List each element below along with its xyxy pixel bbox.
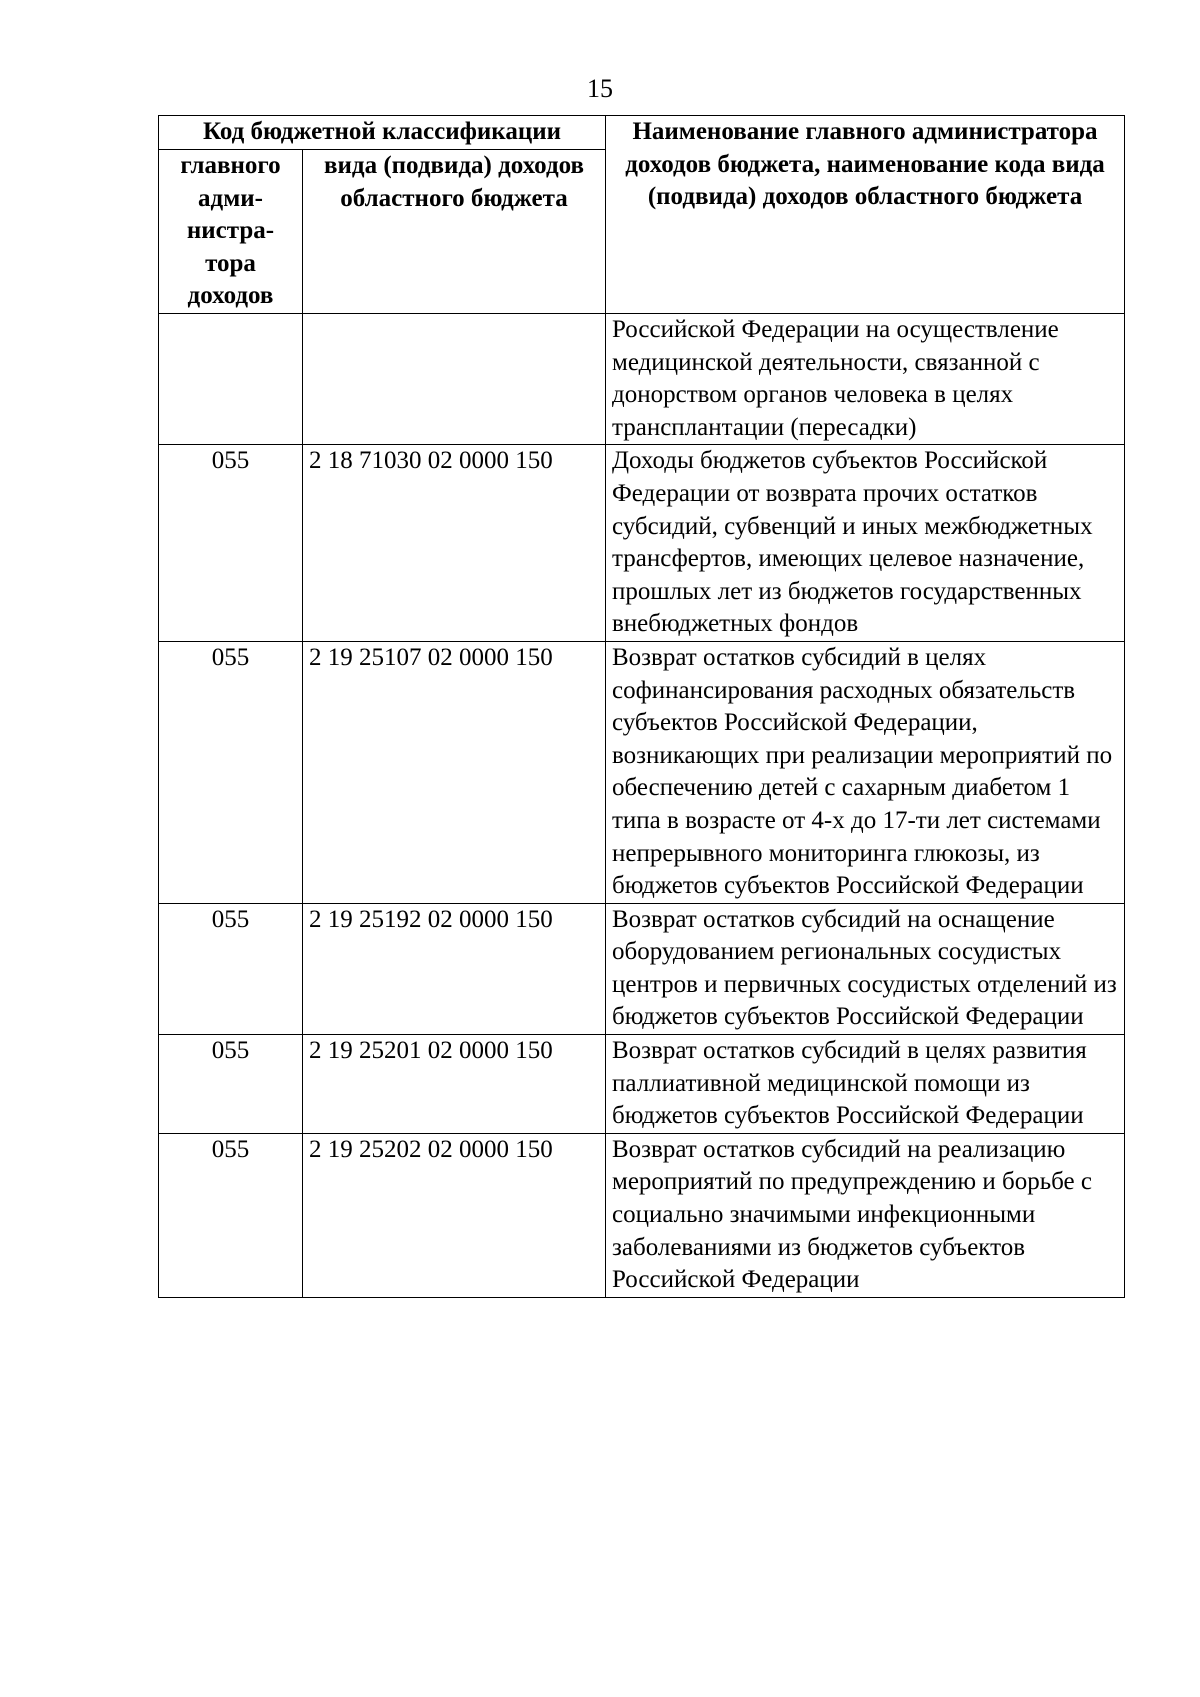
income-name-cell: Доходы бюджетов субъектов Российской Федерации от возврата прочих остатков субсидий, субвенций и иных межбюджетных трансфертов, имеющих целевое назначение, прошлых лет из бюджетов государственных внебюджетных фондов [606,445,1125,642]
income-code-cell: 2 18 71030 02 0000 150 [303,445,606,642]
table-row [159,903,1125,1034]
admin-code-cell: 055 [159,1133,303,1297]
header-chief-administrator: главного адми-нистра-тора доходов [159,150,303,314]
budget-classification-table [158,115,1125,1298]
table-row [159,445,1125,642]
income-name-cell: Российской Федерации на осуществление медицинской деятельности, связанной с донорством органов человека в целях трансплантации (пересадки) [606,314,1125,445]
table-row [159,1035,1125,1134]
table-row [159,641,1125,903]
table-body [159,314,1125,1298]
table-row [159,314,1125,445]
table-header [159,116,1125,314]
header-budget-classification-code: Код бюджетной классификации [159,116,606,150]
table-row [159,1133,1125,1297]
header-row-group [159,116,1125,150]
income-name-cell: Возврат остатков субсидий в целях софинансирования расходных обязательств субъектов Российской Федерации, возникающих при реализации мероприятий по обеспечению детей с сахарным диабетом 1 типа в возрасте от 4-х до 17-ти лет системами непрерывного мониторинга глюкозы, из бюджетов субъектов Российской Федерации [606,641,1125,903]
income-code-cell: 2 19 25202 02 0000 150 [303,1133,606,1297]
income-name-cell: Возврат остатков субсидий на оснащение оборудованием региональных сосудистых центров и первичных сосудистых отделений из бюджетов субъектов Российской Федерации [606,903,1125,1034]
income-name-cell: Возврат остатков субсидий в целях развития паллиативной медицинской помощи из бюджетов субъектов Российской Федерации [606,1035,1125,1134]
admin-code-cell: 055 [159,1035,303,1134]
page-number: 15 [587,74,613,103]
income-code-cell: 2 19 25107 02 0000 150 [303,641,606,903]
admin-code-cell: 055 [159,445,303,642]
admin-code-cell [159,314,303,445]
header-administrator-name: Наименование главного администратора доходов бюджета, наименование кода вида (подвида) доходов областного бюджета [606,116,1125,314]
income-code-cell: 2 19 25192 02 0000 150 [303,903,606,1034]
admin-code-cell: 055 [159,641,303,903]
income-name-cell: Возврат остатков субсидий на реализацию мероприятий по предупреждению и борьбе с социально значимыми инфекционными заболеваниями из бюджетов субъектов Российской Федерации [606,1133,1125,1297]
admin-code-cell: 055 [159,903,303,1034]
header-income-kind: вида (подвида) доходов областного бюджета [303,150,606,314]
income-code-cell [303,314,606,445]
income-code-cell: 2 19 25201 02 0000 150 [303,1035,606,1134]
